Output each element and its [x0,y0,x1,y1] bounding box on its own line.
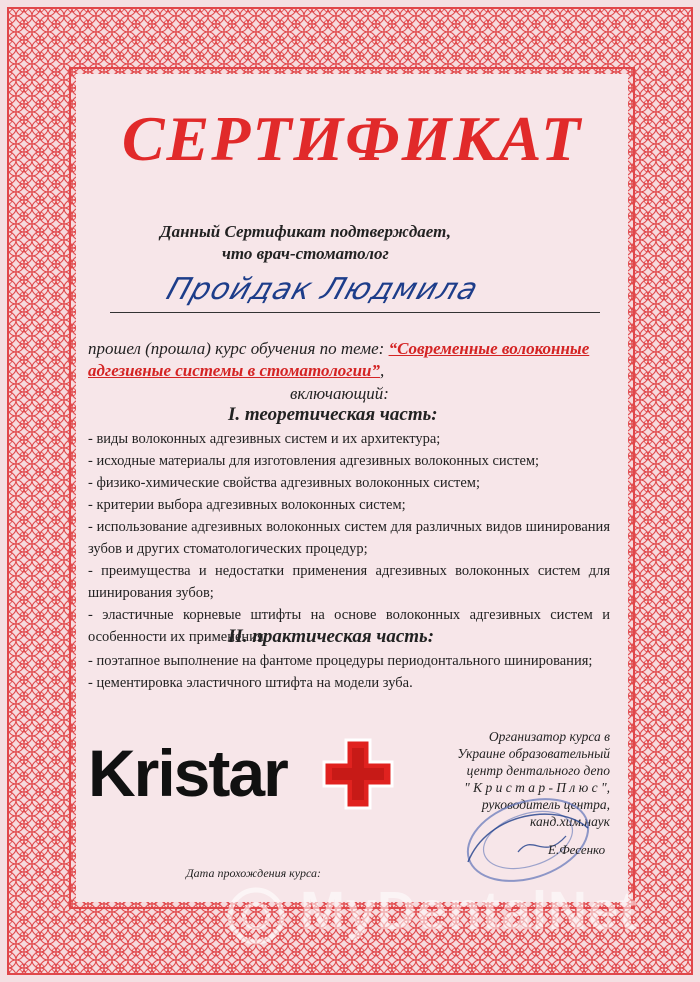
organizer-line: Организатор курса в [488,729,610,744]
list-item: - критерии выбора адгезивных волоконных систем; [88,497,406,513]
official-stamp-icon [448,792,598,882]
kristar-logo-text: Kristar [88,736,287,810]
kristar-logo [88,736,418,812]
confirm-line-1: Данный Сертификат подтверждает, [160,222,451,241]
list-item: - цементировка эластичного штифта на модели зуба. [88,675,413,691]
list-item: - физико-химические свойства адгезивных волоконных систем; [88,475,480,491]
list-item: - поэтапное выполнение на фантоме процедуры периодонтального шинирования; [88,653,593,669]
organizer-line: канд.хим.наук [530,814,610,829]
section-2-title: II. практическая часть: [228,626,435,647]
certificate-title: СЕРТИФИКАТ [121,103,583,174]
list-item: - виды волоконных адгезивных систем и их архитектура; [88,431,441,447]
organizer-line: центр дентального депо [466,763,610,778]
confirm-line-2: что врач-стоматолог [222,244,389,263]
list-item: - эластичные корневые штифты на основе волоконных адгезивных систем и особенности их применения. [88,607,610,645]
red-cross-icon [324,740,392,808]
course-topic: “Современные волоконные адгезивные системы в стоматологии” [88,339,590,380]
handwritten-name: Пройдак Людмила [162,272,484,307]
section-1-title: I. теоретическая часть: [228,404,438,425]
list-item: - преимущества и недостатки применения адгезивных волоконных систем для шинирования зубов; [88,563,610,601]
course-statement [88,338,618,382]
organizer-line: руководитель центра, [481,797,610,812]
section-2-list [88,650,610,694]
signatory-name: Е.Фесенко [548,842,606,857]
list-item: - исходные материалы для изготовления адгезивных волоконных систем; [88,453,540,469]
section-1-list [88,428,610,648]
course-prefix: прошел (прошла) курс обучения по теме: [88,339,389,358]
course-suffix: , [379,361,385,380]
name-underline [110,312,600,313]
including-label: включающий: [290,384,389,403]
course-date-label: Дата прохождения курса: [186,866,321,880]
organizer-line: " К р и с т а р - П л ю с ", [464,780,610,795]
list-item: - использование адгезивных волоконных систем для различных видов шинирования зубов и других стоматологических процедур; [88,519,610,557]
watermark-text: MyDentalNet [300,881,639,941]
organizer-line: Украине образовательный [457,746,610,761]
